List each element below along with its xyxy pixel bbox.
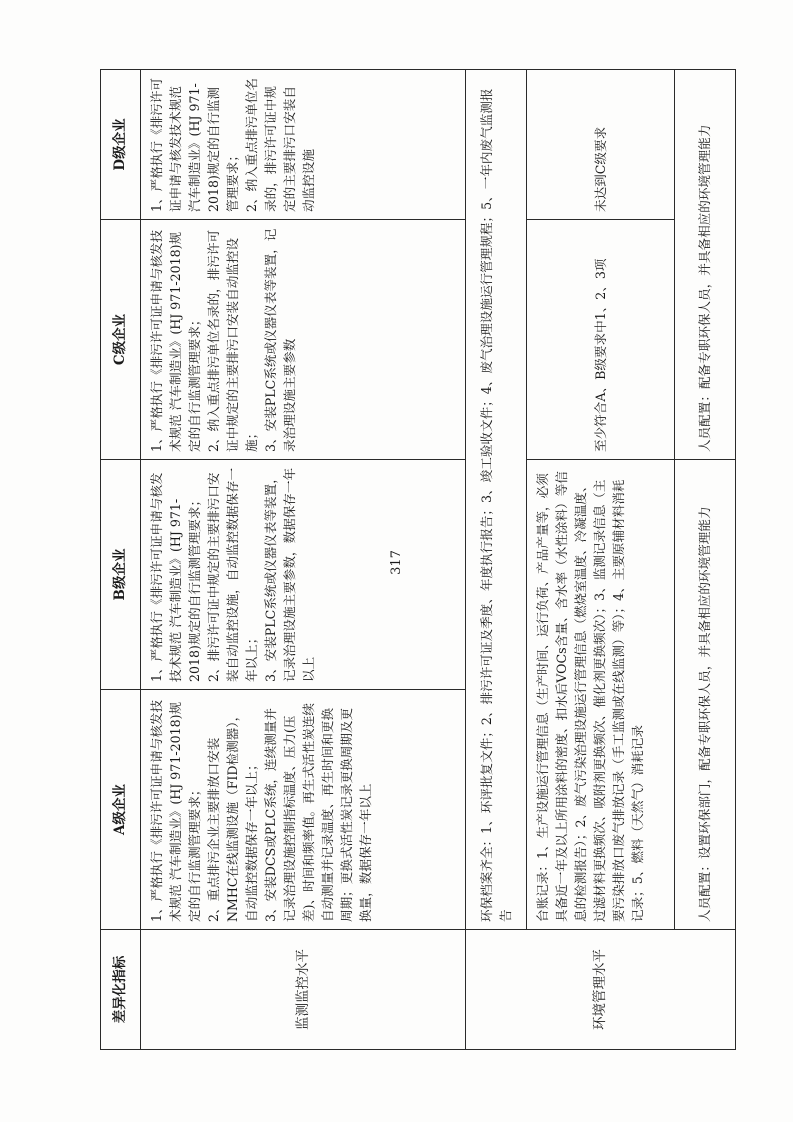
ledger-ab-cell: 台账记录：1、生产设施运行管理信息（生产时间、运行负荷、产品产量等，必须具备近一年及以上所用涂料的密度、扣水后VOCs含量、含水率（水性涂料）等信息的检测报告）；2、废气污染治理设施运行管理信息（燃烧室温度、冷凝温度、过滤材料更换频次、吸附剂更换频次、催化剂更换频次）；3、监测记录信息（主要污染排放口废气排放记录（手工监测或在线监测）等）；4、主要原辅材料消耗记录；5、燃料（天然气）消耗记录 <box>527 460 675 930</box>
monitoring-a-item-2: 2、重点排污企业主要排放口安装NMHC在线监测设施（FID检测器），自动监控数据保存一年以上； <box>206 708 260 922</box>
monitoring-b-item-2: 2、排污许可证中规定的主要排污口安装自动监控设施，自动监控数据保存一年以上； <box>206 467 260 682</box>
staff-cd-cell: 人员配置：配备专职环保人员，并具备相应的环境管理能力 <box>674 70 735 460</box>
monitoring-a-item-3: 3、安装DCS或PLC系统，连续测量并记录治理设施控制指标温度、压力(压差)、时间和频率值。再生式活性炭连续自动测量并记录温度、再生时间和更换周期；更换式活性炭记录更换周期及更换量，数据保存一年以上 <box>263 702 374 922</box>
header-a: A级企业 <box>101 690 141 930</box>
header-c: C级企业 <box>101 220 141 460</box>
monitoring-row <box>141 70 466 1050</box>
monitoring-d-item-2: 2、纳入重点排污单位名录的，排污许可证中规定的主要排污口安装自动监控设施 <box>244 78 317 212</box>
staff-ab-cell: 人员配置：设置环保部门，配备专职环保人员，并具备相应的环境管理能力 <box>674 460 735 930</box>
ledger-c-cell: 至少符合A、B级要求中1、2、3项 <box>527 220 675 460</box>
monitoring-c-item-2: 2、纳入重点排污单位名录的，排污许可证中规定的主要排污口安装自动监控设施； <box>206 229 260 452</box>
grading-table <box>100 69 736 1050</box>
monitoring-c-item-1: 1、严格执行《排污许可证申请与核发技术规范 汽车制造业》(HJ 971-2018)规定的自行监测管理要求； <box>149 229 203 452</box>
archive-row <box>465 70 526 1050</box>
monitoring-d-item-1: 1、严格执行《排污许可证申请与核发技术规范 汽车制造业》(HJ 971-2018)规定的自行监测管理要求； <box>149 78 241 212</box>
monitoring-c-item-3: 3、安装PLC系统或仪器仪表等装置，记录治理设施主要参数 <box>263 228 298 452</box>
monitoring-d-cell <box>141 70 466 220</box>
staff-row <box>674 70 735 1050</box>
ledger-row <box>527 70 675 1050</box>
env-management-label: 环境管理水平 <box>465 930 735 1050</box>
monitoring-b-item-3: 3、安装PLC系统或仪器仪表等装置，记录治理设施主要参数，数据保存一年以上 <box>263 467 317 682</box>
page-number: 317 <box>388 550 404 575</box>
monitoring-b-item-1: 1、严格执行《排污许可证申请与核发技术规范 汽车制造业》(HJ 971-2018)规定的自行监测管理要求； <box>149 472 203 682</box>
monitoring-label: 监测监控水平 <box>141 930 466 1050</box>
header-indicator: 差异化指标 <box>101 930 141 1050</box>
monitoring-a-cell <box>141 690 466 930</box>
archive-cell: 环保档案齐全：1、环评批复文件；2、排污许可证及季度、年度执行报告；3、竣工验收文件；4、废气治理设施运行管理规程；5、一年内废气监测报告 <box>465 70 526 930</box>
monitoring-a-item-1: 1、严格执行《排污许可证申请与核发技术规范 汽车制造业》(HJ 971-2018)规定的自行监测管理要求； <box>149 699 203 922</box>
header-d: D级企业 <box>101 70 141 220</box>
ledger-d-cell: 未达到C级要求 <box>527 70 675 220</box>
rotated-table-wrapper <box>100 70 736 1050</box>
monitoring-b-cell <box>141 460 466 690</box>
monitoring-c-cell <box>141 220 466 460</box>
header-row <box>101 70 141 1050</box>
header-b: B级企业 <box>101 460 141 690</box>
